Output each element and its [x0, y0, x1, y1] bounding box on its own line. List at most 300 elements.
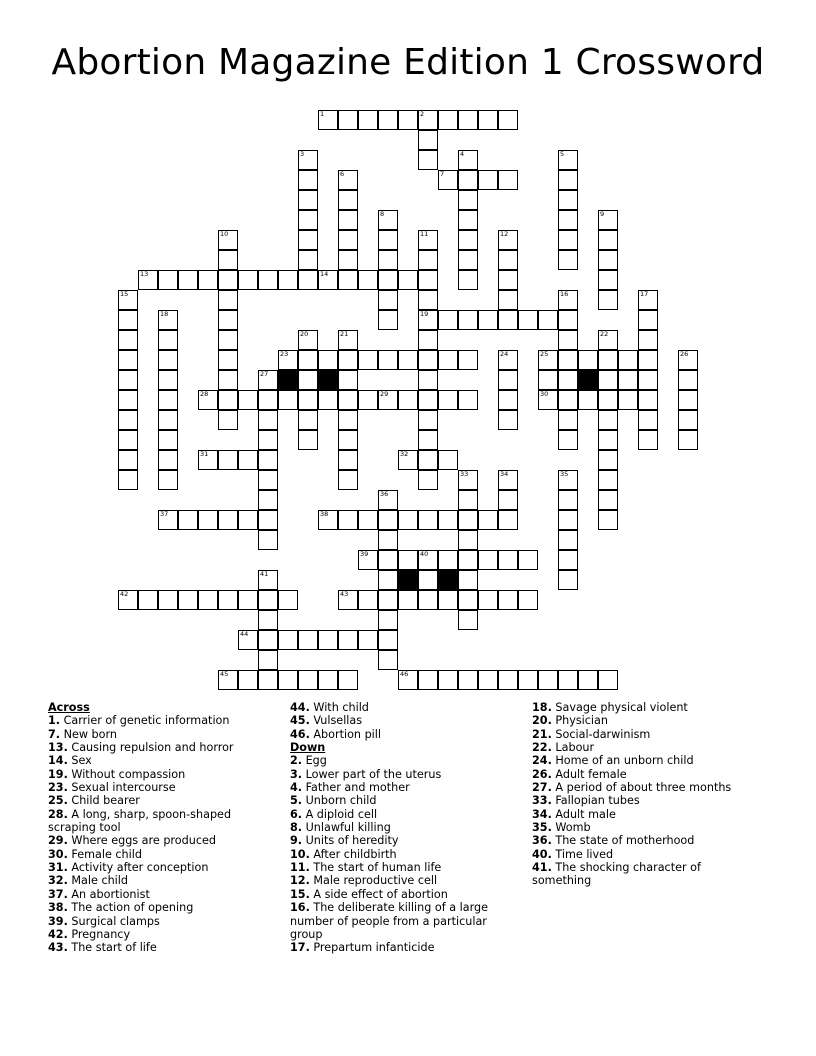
- crossword-cell[interactable]: [558, 350, 578, 370]
- crossword-cell[interactable]: [558, 190, 578, 210]
- crossword-cell[interactable]: [598, 350, 618, 370]
- crossword-cell[interactable]: [338, 110, 358, 130]
- crossword-cell[interactable]: [598, 270, 618, 290]
- crossword-cell[interactable]: [458, 210, 478, 230]
- crossword-cell[interactable]: [378, 250, 398, 270]
- crossword-cell[interactable]: [418, 270, 438, 290]
- crossword-cell[interactable]: [618, 370, 638, 390]
- crossword-cell[interactable]: [638, 350, 658, 370]
- crossword-cell[interactable]: [518, 590, 538, 610]
- crossword-cell[interactable]: [418, 150, 438, 170]
- crossword-cell[interactable]: [598, 250, 618, 270]
- crossword-cell[interactable]: [258, 450, 278, 470]
- crossword-cell[interactable]: [418, 390, 438, 410]
- numbered-cell[interactable]: [418, 110, 438, 130]
- crossword-cell[interactable]: [378, 570, 398, 590]
- crossword-cell[interactable]: [498, 410, 518, 430]
- crossword-cell[interactable]: [298, 630, 318, 650]
- crossword-cell[interactable]: [598, 670, 618, 690]
- crossword-cell[interactable]: [438, 510, 458, 530]
- crossword-cell[interactable]: [558, 370, 578, 390]
- crossword-cell[interactable]: [498, 110, 518, 130]
- clue-number: 31: [200, 450, 209, 458]
- clue-text: New born: [60, 727, 118, 741]
- crossword-cell[interactable]: [298, 270, 318, 290]
- crossword-cell[interactable]: [418, 450, 438, 470]
- crossword-cell[interactable]: [638, 390, 658, 410]
- crossword-cell[interactable]: [378, 630, 398, 650]
- crossword-cell[interactable]: [218, 410, 238, 430]
- crossword-cell[interactable]: [618, 390, 638, 410]
- crossword-cell[interactable]: [478, 670, 498, 690]
- crossword-cell[interactable]: [278, 670, 298, 690]
- clue-text: After childbirth: [309, 847, 397, 861]
- crossword-cell[interactable]: [118, 450, 138, 470]
- crossword-cell[interactable]: [338, 390, 358, 410]
- crossword-cell[interactable]: [158, 430, 178, 450]
- numbered-cell[interactable]: [298, 330, 318, 350]
- numbered-cell[interactable]: [338, 170, 358, 190]
- numbered-cell[interactable]: [358, 550, 378, 570]
- numbered-cell[interactable]: [238, 630, 258, 650]
- numbered-cell[interactable]: [318, 510, 338, 530]
- numbered-cell[interactable]: [418, 230, 438, 250]
- crossword-cell[interactable]: [438, 390, 458, 410]
- crossword-cell[interactable]: [578, 670, 598, 690]
- numbered-cell[interactable]: [338, 590, 358, 610]
- crossword-cell[interactable]: [558, 510, 578, 530]
- crossword-cell[interactable]: [318, 390, 338, 410]
- crossword-cell[interactable]: [518, 550, 538, 570]
- crossword-cell[interactable]: [398, 350, 418, 370]
- crossword-cell[interactable]: [238, 590, 258, 610]
- crossword-cell[interactable]: [538, 370, 558, 390]
- crossword-cell[interactable]: [558, 330, 578, 350]
- crossword-cell[interactable]: [418, 470, 438, 490]
- crossword-cell[interactable]: [598, 390, 618, 410]
- crossword-cell[interactable]: [338, 190, 358, 210]
- crossword-cell[interactable]: [438, 110, 458, 130]
- crossword-cell[interactable]: [558, 210, 578, 230]
- clue-number-label: 45.: [290, 714, 310, 728]
- crossword-cell[interactable]: [378, 550, 398, 570]
- crossword-cell[interactable]: [378, 650, 398, 670]
- numbered-cell[interactable]: [418, 310, 438, 330]
- crossword-cell[interactable]: [218, 250, 238, 270]
- crossword-cell[interactable]: [638, 430, 658, 450]
- crossword-cell[interactable]: [398, 590, 418, 610]
- numbered-cell[interactable]: [558, 150, 578, 170]
- crossword-cell[interactable]: [418, 250, 438, 270]
- crossword-cell[interactable]: [478, 170, 498, 190]
- crossword-cell[interactable]: [458, 570, 478, 590]
- crossword-cell[interactable]: [558, 250, 578, 270]
- crossword-cell[interactable]: [418, 350, 438, 370]
- crossword-cell[interactable]: [338, 410, 358, 430]
- crossword-cell[interactable]: [258, 430, 278, 450]
- crossword-cell[interactable]: [378, 110, 398, 130]
- crossword-cell[interactable]: [218, 330, 238, 350]
- crossword-cell[interactable]: [278, 270, 298, 290]
- crossword-cell[interactable]: [498, 250, 518, 270]
- crossword-cell[interactable]: [598, 470, 618, 490]
- crossword-cell[interactable]: [418, 570, 438, 590]
- numbered-cell[interactable]: [318, 270, 338, 290]
- crossword-cell[interactable]: [338, 370, 358, 390]
- numbered-cell[interactable]: [498, 470, 518, 490]
- crossword-cell[interactable]: [218, 510, 238, 530]
- crossword-cell[interactable]: [338, 630, 358, 650]
- crossword-cell[interactable]: [258, 270, 278, 290]
- crossword-cell[interactable]: [478, 550, 498, 570]
- crossword-cell[interactable]: [358, 270, 378, 290]
- crossword-cell[interactable]: [518, 310, 538, 330]
- crossword-cell[interactable]: [498, 170, 518, 190]
- crossword-cell[interactable]: [318, 350, 338, 370]
- crossword-cell[interactable]: [338, 230, 358, 250]
- crossword-cell[interactable]: [638, 310, 658, 330]
- crossword-cell[interactable]: [258, 590, 278, 610]
- crossword-cell[interactable]: [158, 390, 178, 410]
- numbered-cell[interactable]: [298, 150, 318, 170]
- numbered-cell[interactable]: [398, 450, 418, 470]
- crossword-cell[interactable]: [458, 230, 478, 250]
- crossword-cell[interactable]: [298, 250, 318, 270]
- crossword-cell[interactable]: [398, 270, 418, 290]
- crossword-cell[interactable]: [498, 590, 518, 610]
- numbered-cell[interactable]: [598, 210, 618, 230]
- crossword-cell[interactable]: [298, 170, 318, 190]
- crossword-cell[interactable]: [418, 590, 438, 610]
- crossword-cell[interactable]: [278, 590, 298, 610]
- crossword-cell[interactable]: [558, 170, 578, 190]
- crossword-cell[interactable]: [678, 410, 698, 430]
- crossword-cell[interactable]: [138, 590, 158, 610]
- crossword-cell[interactable]: [118, 390, 138, 410]
- crossword-cell[interactable]: [458, 250, 478, 270]
- crossword-cell[interactable]: [298, 390, 318, 410]
- crossword-cell[interactable]: [458, 110, 478, 130]
- crossword-cell[interactable]: [438, 310, 458, 330]
- crossword-cell[interactable]: [638, 410, 658, 430]
- crossword-cell[interactable]: [278, 390, 298, 410]
- crossword-cell[interactable]: [438, 550, 458, 570]
- crossword-cell[interactable]: [338, 510, 358, 530]
- crossword-cell[interactable]: [598, 290, 618, 310]
- crossword-cell[interactable]: [438, 450, 458, 470]
- crossword-cell[interactable]: [678, 430, 698, 450]
- crossword-cell[interactable]: [358, 390, 378, 410]
- crossword-cell[interactable]: [358, 110, 378, 130]
- crossword-cell[interactable]: [418, 410, 438, 430]
- crossword-cell[interactable]: [558, 430, 578, 450]
- crossword-cell[interactable]: [258, 650, 278, 670]
- crossword-cell[interactable]: [218, 590, 238, 610]
- crossword-cell[interactable]: [118, 330, 138, 350]
- crossword-cell[interactable]: [118, 310, 138, 330]
- crossword-cell[interactable]: [418, 130, 438, 150]
- numbered-cell[interactable]: [558, 290, 578, 310]
- crossword-cell[interactable]: [158, 350, 178, 370]
- numbered-cell[interactable]: [318, 110, 338, 130]
- crossword-cell[interactable]: [378, 510, 398, 530]
- crossword-cell[interactable]: [418, 430, 438, 450]
- crossword-cell[interactable]: [478, 110, 498, 130]
- crossword-cell[interactable]: [258, 630, 278, 650]
- crossword-cell[interactable]: [198, 270, 218, 290]
- crossword-cell[interactable]: [238, 450, 258, 470]
- crossword-cell[interactable]: [158, 410, 178, 430]
- crossword-cell[interactable]: [398, 390, 418, 410]
- crossword-cell[interactable]: [298, 230, 318, 250]
- crossword-cell[interactable]: [398, 110, 418, 130]
- crossword-cell[interactable]: [398, 550, 418, 570]
- crossword-cell[interactable]: [438, 670, 458, 690]
- crossword-cell[interactable]: [358, 350, 378, 370]
- crossword-cell[interactable]: [498, 310, 518, 330]
- crossword-cell[interactable]: [558, 530, 578, 550]
- crossword-cell[interactable]: [238, 510, 258, 530]
- numbered-cell[interactable]: [378, 210, 398, 230]
- crossword-cell[interactable]: [298, 410, 318, 430]
- crossword-cell[interactable]: [498, 510, 518, 530]
- crossword-cell[interactable]: [258, 490, 278, 510]
- clue-number-label: 19.: [48, 767, 68, 781]
- crossword-cell[interactable]: [598, 430, 618, 450]
- crossword-cell[interactable]: [458, 270, 478, 290]
- crossword-cell[interactable]: [338, 430, 358, 450]
- crossword-cell[interactable]: [338, 350, 358, 370]
- numbered-cell[interactable]: [218, 670, 238, 690]
- crossword-cell[interactable]: [378, 230, 398, 250]
- crossword-cell[interactable]: [158, 470, 178, 490]
- crossword-cell[interactable]: [558, 230, 578, 250]
- crossword-cell[interactable]: [438, 350, 458, 370]
- numbered-cell[interactable]: [118, 290, 138, 310]
- crossword-cell[interactable]: [418, 330, 438, 350]
- crossword-cell[interactable]: [238, 390, 258, 410]
- crossword-cell[interactable]: [578, 390, 598, 410]
- crossword-cell[interactable]: [358, 510, 378, 530]
- numbered-cell[interactable]: [558, 470, 578, 490]
- crossword-cell[interactable]: [158, 270, 178, 290]
- numbered-cell[interactable]: [198, 390, 218, 410]
- crossword-cell[interactable]: [218, 290, 238, 310]
- crossword-cell[interactable]: [538, 310, 558, 330]
- numbered-cell[interactable]: [378, 390, 398, 410]
- numbered-cell[interactable]: [258, 570, 278, 590]
- crossword-cell[interactable]: [678, 370, 698, 390]
- crossword-cell[interactable]: [478, 590, 498, 610]
- numbered-cell[interactable]: [458, 150, 478, 170]
- crossword-cell[interactable]: [458, 530, 478, 550]
- crossword-cell[interactable]: [178, 270, 198, 290]
- crossword-cell[interactable]: [278, 630, 298, 650]
- crossword-cell[interactable]: [158, 450, 178, 470]
- crossword-cell[interactable]: [598, 230, 618, 250]
- crossword-cell[interactable]: [498, 490, 518, 510]
- crossword-cell[interactable]: [638, 370, 658, 390]
- numbered-cell[interactable]: [458, 470, 478, 490]
- numbered-cell[interactable]: [158, 510, 178, 530]
- numbered-cell[interactable]: [198, 450, 218, 470]
- crossword-cell[interactable]: [458, 310, 478, 330]
- crossword-cell[interactable]: [198, 510, 218, 530]
- crossword-cell[interactable]: [378, 610, 398, 630]
- crossword-cell[interactable]: [638, 330, 658, 350]
- numbered-cell[interactable]: [218, 230, 238, 250]
- crossword-cell[interactable]: [298, 670, 318, 690]
- crossword-cell[interactable]: [158, 590, 178, 610]
- numbered-cell[interactable]: [538, 390, 558, 410]
- crossword-cell[interactable]: [158, 370, 178, 390]
- crossword-cell[interactable]: [258, 670, 278, 690]
- crossword-cell[interactable]: [558, 670, 578, 690]
- numbered-cell[interactable]: [158, 310, 178, 330]
- crossword-cell[interactable]: [418, 510, 438, 530]
- crossword-cell[interactable]: [518, 670, 538, 690]
- numbered-cell[interactable]: [418, 550, 438, 570]
- crossword-cell[interactable]: [298, 430, 318, 450]
- crossword-cell[interactable]: [458, 390, 478, 410]
- crossword-cell[interactable]: [598, 370, 618, 390]
- crossword-cell[interactable]: [458, 350, 478, 370]
- numbered-cell[interactable]: [498, 230, 518, 250]
- numbered-cell[interactable]: [398, 670, 418, 690]
- crossword-cell[interactable]: [378, 290, 398, 310]
- crossword-cell[interactable]: [578, 350, 598, 370]
- crossword-cell[interactable]: [118, 470, 138, 490]
- crossword-cell[interactable]: [558, 410, 578, 430]
- crossword-cell[interactable]: [558, 570, 578, 590]
- crossword-cell[interactable]: [338, 470, 358, 490]
- crossword-cell[interactable]: [118, 370, 138, 390]
- crossword-cell[interactable]: [258, 470, 278, 490]
- crossword-cell[interactable]: [178, 590, 198, 610]
- crossword-cell[interactable]: [558, 310, 578, 330]
- crossword-cell[interactable]: [118, 350, 138, 370]
- crossword-cell[interactable]: [498, 290, 518, 310]
- crossword-cell[interactable]: [558, 390, 578, 410]
- numbered-cell[interactable]: [438, 170, 458, 190]
- numbered-cell[interactable]: [338, 330, 358, 350]
- numbered-cell[interactable]: [258, 370, 278, 390]
- numbered-cell[interactable]: [598, 330, 618, 350]
- crossword-cell[interactable]: [498, 550, 518, 570]
- clue-text: Where eggs are produced: [67, 834, 216, 848]
- crossword-cell[interactable]: [458, 510, 478, 530]
- crossword-cell[interactable]: [338, 270, 358, 290]
- crossword-cell[interactable]: [438, 590, 458, 610]
- crossword-cell[interactable]: [358, 590, 378, 610]
- crossword-cell[interactable]: [498, 370, 518, 390]
- crossword-cell[interactable]: [598, 450, 618, 470]
- crossword-cell[interactable]: [258, 610, 278, 630]
- crossword-cell[interactable]: [458, 490, 478, 510]
- crossword-cell[interactable]: [598, 410, 618, 430]
- crossword-cell[interactable]: [178, 510, 198, 530]
- crossword-cell[interactable]: [118, 410, 138, 430]
- crossword-cell[interactable]: [218, 270, 238, 290]
- crossword-cell[interactable]: [458, 550, 478, 570]
- crossword-cell[interactable]: [418, 290, 438, 310]
- crossword-cell[interactable]: [378, 270, 398, 290]
- crossword-cell[interactable]: [618, 350, 638, 370]
- crossword-cell[interactable]: [558, 490, 578, 510]
- crossword-cell[interactable]: [458, 610, 478, 630]
- crossword-cell[interactable]: [338, 670, 358, 690]
- crossword-cell[interactable]: [298, 210, 318, 230]
- crossword-cell[interactable]: [598, 510, 618, 530]
- crossword-cell[interactable]: [298, 350, 318, 370]
- crossword-cell[interactable]: [398, 510, 418, 530]
- crossword-cell[interactable]: [198, 590, 218, 610]
- crossword-cell[interactable]: [258, 390, 278, 410]
- crossword-cell[interactable]: [558, 550, 578, 570]
- crossword-cell[interactable]: [338, 250, 358, 270]
- crossword-cell[interactable]: [458, 670, 478, 690]
- crossword-cell[interactable]: [458, 190, 478, 210]
- crossword-cell[interactable]: [218, 370, 238, 390]
- crossword-cell[interactable]: [358, 630, 378, 650]
- numbered-cell[interactable]: [138, 270, 158, 290]
- crossword-cell[interactable]: [598, 490, 618, 510]
- crossword-cell[interactable]: [378, 310, 398, 330]
- crossword-cell[interactable]: [118, 430, 138, 450]
- crossword-cell[interactable]: [338, 450, 358, 470]
- crossword-cell[interactable]: [418, 370, 438, 390]
- crossword-cell[interactable]: [218, 390, 238, 410]
- crossword-cell[interactable]: [458, 170, 478, 190]
- crossword-cell[interactable]: [678, 390, 698, 410]
- crossword-cell[interactable]: [538, 670, 558, 690]
- crossword-cell[interactable]: [478, 310, 498, 330]
- crossword-cell[interactable]: [298, 190, 318, 210]
- clue-text: The state of motherhood: [551, 834, 695, 848]
- crossword-cell[interactable]: [258, 530, 278, 550]
- crossword-cell[interactable]: [498, 270, 518, 290]
- crossword-cell[interactable]: [498, 670, 518, 690]
- crossword-cell[interactable]: [478, 510, 498, 530]
- crossword-cell[interactable]: [418, 670, 438, 690]
- crossword-cell[interactable]: [498, 390, 518, 410]
- crossword-cell[interactable]: [238, 270, 258, 290]
- numbered-cell[interactable]: [498, 350, 518, 370]
- numbered-cell[interactable]: [538, 350, 558, 370]
- crossword-cell[interactable]: [298, 370, 318, 390]
- crossword-cell[interactable]: [218, 450, 238, 470]
- crossword-cell[interactable]: [258, 510, 278, 530]
- crossword-cell[interactable]: [378, 530, 398, 550]
- crossword-cell[interactable]: [258, 410, 278, 430]
- crossword-cell[interactable]: [238, 670, 258, 690]
- numbered-cell[interactable]: [378, 490, 398, 510]
- crossword-cell[interactable]: [378, 350, 398, 370]
- numbered-cell[interactable]: [118, 590, 138, 610]
- crossword-cell[interactable]: [338, 210, 358, 230]
- crossword-cell[interactable]: [318, 630, 338, 650]
- numbered-cell[interactable]: [278, 350, 298, 370]
- crossword-cell[interactable]: [378, 590, 398, 610]
- crossword-cell[interactable]: [218, 310, 238, 330]
- numbered-cell[interactable]: [678, 350, 698, 370]
- clue-number-label: 6.: [290, 807, 303, 821]
- crossword-cell[interactable]: [158, 330, 178, 350]
- crossword-cell[interactable]: [458, 590, 478, 610]
- crossword-cell[interactable]: [318, 670, 338, 690]
- crossword-cell[interactable]: [218, 350, 238, 370]
- numbered-cell[interactable]: [638, 290, 658, 310]
